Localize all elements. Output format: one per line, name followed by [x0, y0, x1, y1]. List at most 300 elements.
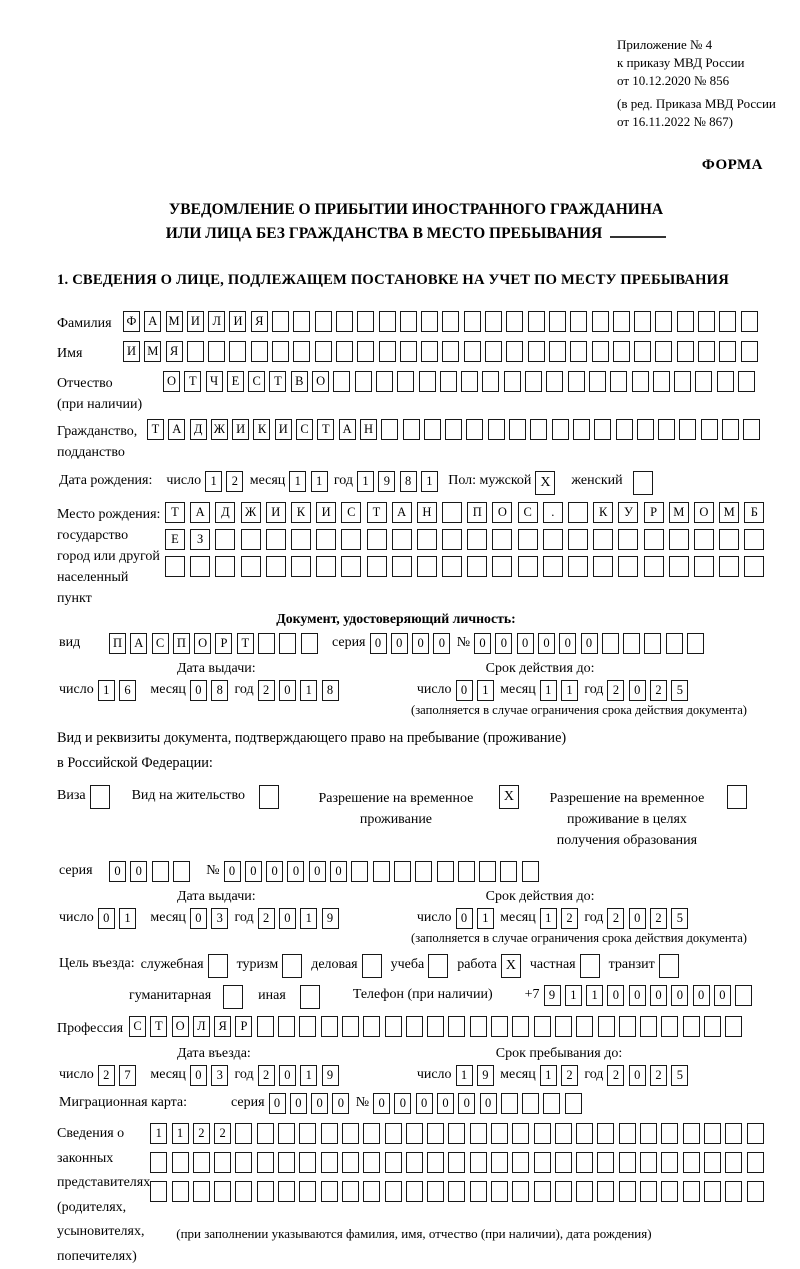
entry-year-cells[interactable]: [258, 1065, 343, 1086]
phone-cell[interactable]: 0: [671, 985, 688, 1006]
profession-cell[interactable]: [278, 1016, 295, 1037]
representatives-cell[interactable]: [235, 1123, 252, 1144]
representatives-cell[interactable]: [470, 1123, 487, 1144]
purpose-study-checkbox[interactable]: [428, 954, 448, 978]
purpose-work-box[interactable]: X: [501, 954, 521, 978]
representatives-cell[interactable]: [704, 1123, 721, 1144]
profession-cell[interactable]: [576, 1016, 593, 1037]
patronymic-cell[interactable]: [333, 371, 350, 392]
representatives-cell[interactable]: [257, 1123, 274, 1144]
representatives-cell[interactable]: [448, 1181, 465, 1202]
phone-cell[interactable]: 0: [607, 985, 624, 1006]
stay-series-cells[interactable]: [109, 861, 194, 882]
doc-number-cell[interactable]: 0: [517, 633, 534, 654]
birthplace-cells-1[interactable]: [165, 502, 770, 523]
surname-cell[interactable]: [719, 311, 736, 332]
birthplace-cell[interactable]: [744, 556, 764, 577]
doc-kind-cell[interactable]: Т: [237, 633, 254, 654]
citizenship-cell[interactable]: С: [296, 419, 313, 440]
citizenship-cell[interactable]: Т: [147, 419, 164, 440]
representatives-cell[interactable]: [406, 1181, 423, 1202]
birthplace-cell[interactable]: [568, 556, 588, 577]
birthplace-cell[interactable]: Р: [644, 502, 664, 523]
doc-issue-month-cell[interactable]: 8: [211, 680, 228, 701]
birthplace-cell[interactable]: М: [669, 502, 689, 523]
surname-cell[interactable]: Я: [251, 311, 268, 332]
doc-valid-year-cell[interactable]: 2: [650, 680, 667, 701]
stay-number-cell[interactable]: 0: [224, 861, 241, 882]
migration-number-cell[interactable]: 0: [437, 1093, 454, 1114]
surname-cell[interactable]: [379, 311, 396, 332]
profession-cell[interactable]: [640, 1016, 657, 1037]
migration-series-cell[interactable]: 0: [332, 1093, 349, 1114]
stay-series-cell[interactable]: [152, 861, 169, 882]
representatives-cell[interactable]: [512, 1123, 529, 1144]
representatives-cell[interactable]: 2: [214, 1123, 231, 1144]
purpose-study-box[interactable]: [428, 954, 448, 978]
surname-cell[interactable]: [677, 311, 694, 332]
birthplace-cell[interactable]: К: [593, 502, 613, 523]
patronymic-cell[interactable]: Т: [184, 371, 201, 392]
citizenship-cell[interactable]: [679, 419, 696, 440]
stay-issue-year-cell[interactable]: 0: [279, 908, 296, 929]
surname-cell[interactable]: [293, 311, 310, 332]
birthplace-cell[interactable]: [618, 556, 638, 577]
doc-series-cell[interactable]: 0: [412, 633, 429, 654]
citizenship-cell[interactable]: Т: [317, 419, 334, 440]
stay-valid-day-cell[interactable]: 1: [477, 908, 494, 929]
patronymic-cell[interactable]: [610, 371, 627, 392]
representatives-cell[interactable]: [747, 1123, 764, 1144]
givenname-cell[interactable]: [379, 341, 396, 362]
representatives-cell[interactable]: 1: [172, 1123, 189, 1144]
doc-series-cell[interactable]: 0: [391, 633, 408, 654]
birthplace-cell[interactable]: Н: [417, 502, 437, 523]
givenname-cell[interactable]: [592, 341, 609, 362]
profession-cell[interactable]: [598, 1016, 615, 1037]
stay-until-year-cells[interactable]: [607, 1065, 692, 1086]
representatives-cell[interactable]: [661, 1181, 678, 1202]
stay-issue-year-cell[interactable]: 2: [258, 908, 275, 929]
stay-number-cell[interactable]: 0: [330, 861, 347, 882]
entry-day-cells[interactable]: [98, 1065, 141, 1086]
representatives-cell[interactable]: [299, 1123, 316, 1144]
profession-cell[interactable]: Т: [150, 1016, 167, 1037]
surname-cell[interactable]: [464, 311, 481, 332]
purpose-official-checkbox[interactable]: [208, 954, 228, 978]
doc-valid-day-cells[interactable]: [456, 680, 499, 701]
sex-male-box[interactable]: X: [535, 471, 555, 495]
temp-residence-box[interactable]: X: [499, 785, 519, 809]
patronymic-cell[interactable]: О: [163, 371, 180, 392]
doc-kind-cell[interactable]: П: [173, 633, 190, 654]
migration-number-cell[interactable]: [543, 1093, 560, 1114]
givenname-cell[interactable]: [741, 341, 758, 362]
birthplace-cell[interactable]: [467, 556, 487, 577]
birthplace-cell[interactable]: [543, 556, 563, 577]
citizenship-cell[interactable]: К: [253, 419, 270, 440]
patronymic-cells[interactable]: [163, 371, 759, 392]
entry-year-cell[interactable]: 2: [258, 1065, 275, 1086]
representatives-cell[interactable]: [661, 1123, 678, 1144]
phone-cell[interactable]: [735, 985, 752, 1006]
birthplace-cell[interactable]: П: [467, 502, 487, 523]
patronymic-cell[interactable]: [461, 371, 478, 392]
migration-number-cell[interactable]: [501, 1093, 518, 1114]
citizenship-cell[interactable]: А: [168, 419, 185, 440]
stay-issue-day-cell[interactable]: 0: [98, 908, 115, 929]
profession-cell[interactable]: [725, 1016, 742, 1037]
profession-cell[interactable]: [406, 1016, 423, 1037]
representatives-cell[interactable]: [278, 1123, 295, 1144]
doc-number-cell[interactable]: [687, 633, 704, 654]
representatives-cells-1[interactable]: [150, 1123, 768, 1144]
birthplace-cell[interactable]: [442, 556, 462, 577]
profession-cell[interactable]: [491, 1016, 508, 1037]
representatives-cell[interactable]: [406, 1123, 423, 1144]
citizenship-cell[interactable]: [658, 419, 675, 440]
representatives-cell[interactable]: [470, 1181, 487, 1202]
birth-year-cell[interactable]: 1: [357, 471, 374, 492]
representatives-cell[interactable]: 2: [193, 1123, 210, 1144]
birthplace-cell[interactable]: М: [719, 502, 739, 523]
birth-year-cell[interactable]: 9: [378, 471, 395, 492]
citizenship-cell[interactable]: [445, 419, 462, 440]
birthplace-cell[interactable]: [190, 556, 210, 577]
purpose-business-box[interactable]: [362, 954, 382, 978]
givenname-cells[interactable]: [123, 341, 762, 362]
birthplace-cell[interactable]: [316, 529, 336, 550]
givenname-cell[interactable]: [506, 341, 523, 362]
migration-number-cell[interactable]: 0: [458, 1093, 475, 1114]
representatives-cell[interactable]: [214, 1181, 231, 1202]
birthplace-cell[interactable]: [241, 556, 261, 577]
surname-cell[interactable]: Л: [208, 311, 225, 332]
representatives-cell[interactable]: [576, 1181, 593, 1202]
stay-until-year-cell[interactable]: 2: [607, 1065, 624, 1086]
birthplace-cell[interactable]: [266, 556, 286, 577]
citizenship-cell[interactable]: [509, 419, 526, 440]
birthplace-cell[interactable]: [492, 556, 512, 577]
profession-cell[interactable]: [385, 1016, 402, 1037]
birthplace-cell[interactable]: [694, 556, 714, 577]
citizenship-cell[interactable]: [573, 419, 590, 440]
birth-day-cells[interactable]: [205, 471, 248, 492]
phone-cell[interactable]: 9: [544, 985, 561, 1006]
patronymic-cell[interactable]: О: [312, 371, 329, 392]
patronymic-cell[interactable]: [525, 371, 542, 392]
patronymic-cell[interactable]: [717, 371, 734, 392]
representatives-cell[interactable]: [640, 1123, 657, 1144]
representatives-cell[interactable]: [555, 1181, 572, 1202]
representatives-cell[interactable]: [363, 1123, 380, 1144]
doc-kind-cell[interactable]: [258, 633, 275, 654]
entry-year-cell[interactable]: 9: [322, 1065, 339, 1086]
givenname-cell[interactable]: [464, 341, 481, 362]
givenname-cell[interactable]: Я: [166, 341, 183, 362]
citizenship-cell[interactable]: [722, 419, 739, 440]
representatives-cell[interactable]: [385, 1123, 402, 1144]
representatives-cell[interactable]: [640, 1181, 657, 1202]
givenname-cell[interactable]: [336, 341, 353, 362]
stay-number-cell[interactable]: [458, 861, 475, 882]
profession-cell[interactable]: [619, 1016, 636, 1037]
birthplace-cell[interactable]: И: [266, 502, 286, 523]
patronymic-cell[interactable]: [632, 371, 649, 392]
purpose-private-box[interactable]: [580, 954, 600, 978]
doc-number-cell[interactable]: [623, 633, 640, 654]
surname-cell[interactable]: [570, 311, 587, 332]
doc-valid-year-cells[interactable]: [607, 680, 692, 701]
birth-day-cell[interactable]: 2: [226, 471, 243, 492]
surname-cell[interactable]: [400, 311, 417, 332]
birthplace-cell[interactable]: [744, 529, 764, 550]
representatives-cell[interactable]: [619, 1123, 636, 1144]
citizenship-cell[interactable]: [381, 419, 398, 440]
representatives-cell[interactable]: [683, 1123, 700, 1144]
representatives-cell[interactable]: [321, 1181, 338, 1202]
representatives-cell[interactable]: [619, 1181, 636, 1202]
birth-month-cell[interactable]: 1: [311, 471, 328, 492]
doc-kind-cell[interactable]: Р: [215, 633, 232, 654]
patronymic-cell[interactable]: [504, 371, 521, 392]
citizenship-cell[interactable]: [616, 419, 633, 440]
profession-cell[interactable]: [427, 1016, 444, 1037]
profession-cell[interactable]: [257, 1016, 274, 1037]
doc-kind-cell[interactable]: П: [109, 633, 126, 654]
representatives-cell[interactable]: [597, 1123, 614, 1144]
sex-female-box[interactable]: [633, 471, 653, 495]
doc-valid-year-cell[interactable]: 5: [671, 680, 688, 701]
surname-cell[interactable]: [506, 311, 523, 332]
birthplace-cell[interactable]: [367, 556, 387, 577]
birthplace-cell[interactable]: [417, 529, 437, 550]
patronymic-cell[interactable]: Ч: [206, 371, 223, 392]
patronymic-cell[interactable]: [738, 371, 755, 392]
citizenship-cell[interactable]: Д: [190, 419, 207, 440]
representatives-cell[interactable]: [683, 1181, 700, 1202]
stay-valid-year-cell[interactable]: 2: [607, 908, 624, 929]
doc-valid-year-cell[interactable]: 2: [607, 680, 624, 701]
birthplace-cell[interactable]: [467, 529, 487, 550]
birthplace-cell[interactable]: [644, 529, 664, 550]
profession-cell[interactable]: [448, 1016, 465, 1037]
birthplace-cell[interactable]: [165, 556, 185, 577]
representatives-cell[interactable]: [576, 1123, 593, 1144]
patronymic-cell[interactable]: [674, 371, 691, 392]
surname-cell[interactable]: И: [187, 311, 204, 332]
givenname-cell[interactable]: [251, 341, 268, 362]
birthplace-cell[interactable]: [291, 556, 311, 577]
citizenship-cell[interactable]: И: [275, 419, 292, 440]
birth-year-cell[interactable]: 8: [400, 471, 417, 492]
surname-cell[interactable]: [315, 311, 332, 332]
doc-number-cell[interactable]: 0: [474, 633, 491, 654]
surname-cells[interactable]: [123, 311, 762, 332]
purpose-humanitarian-box[interactable]: [223, 985, 243, 1009]
surname-cell[interactable]: [592, 311, 609, 332]
givenname-cell[interactable]: [442, 341, 459, 362]
birthplace-cell[interactable]: [543, 529, 563, 550]
visa-checkbox[interactable]: [90, 785, 110, 809]
birthplace-cell[interactable]: Е: [165, 529, 185, 550]
citizenship-cell[interactable]: [488, 419, 505, 440]
migration-series-cells[interactable]: [269, 1093, 354, 1114]
patronymic-cell[interactable]: [482, 371, 499, 392]
birthplace-cell[interactable]: [341, 556, 361, 577]
stay-number-cell[interactable]: 0: [266, 861, 283, 882]
profession-cell[interactable]: [363, 1016, 380, 1037]
stay-until-year-cell[interactable]: 0: [629, 1065, 646, 1086]
representatives-cell[interactable]: [534, 1123, 551, 1144]
representatives-cell[interactable]: [555, 1123, 572, 1144]
doc-valid-month-cells[interactable]: [540, 680, 583, 701]
phone-cell[interactable]: 0: [629, 985, 646, 1006]
profession-cell[interactable]: [342, 1016, 359, 1037]
surname-cell[interactable]: [549, 311, 566, 332]
doc-valid-year-cell[interactable]: 0: [629, 680, 646, 701]
birthplace-cell[interactable]: [593, 529, 613, 550]
givenname-cell[interactable]: [570, 341, 587, 362]
profession-cell[interactable]: [555, 1016, 572, 1037]
stay-valid-day-cell[interactable]: 0: [456, 908, 473, 929]
representatives-cell[interactable]: 1: [150, 1123, 167, 1144]
representatives-cell[interactable]: [299, 1181, 316, 1202]
birthplace-cell[interactable]: [291, 529, 311, 550]
migration-number-cell[interactable]: 0: [373, 1093, 390, 1114]
birthplace-cell[interactable]: З: [190, 529, 210, 550]
birthplace-cell[interactable]: Т: [367, 502, 387, 523]
migration-number-cell[interactable]: 0: [480, 1093, 497, 1114]
givenname-cell[interactable]: [229, 341, 246, 362]
stay-valid-year-cell[interactable]: 5: [671, 908, 688, 929]
representatives-cell[interactable]: [512, 1181, 529, 1202]
profession-cell[interactable]: С: [129, 1016, 146, 1037]
givenname-cell[interactable]: [187, 341, 204, 362]
purpose-transit-box[interactable]: [659, 954, 679, 978]
citizenship-cell[interactable]: Н: [360, 419, 377, 440]
givenname-cell[interactable]: М: [144, 341, 161, 362]
stay-valid-day-cells[interactable]: [456, 908, 499, 929]
givenname-cell[interactable]: [315, 341, 332, 362]
birthplace-cells-2[interactable]: [165, 529, 770, 550]
givenname-cell[interactable]: [485, 341, 502, 362]
representatives-cell[interactable]: [597, 1181, 614, 1202]
givenname-cell[interactable]: [719, 341, 736, 362]
residence-permit-checkbox[interactable]: [259, 785, 279, 809]
surname-cell[interactable]: [336, 311, 353, 332]
surname-cell[interactable]: [442, 311, 459, 332]
stay-number-cell[interactable]: [479, 861, 496, 882]
stay-number-cell[interactable]: [522, 861, 539, 882]
representatives-cell[interactable]: [150, 1181, 167, 1202]
citizenship-cells[interactable]: [147, 419, 765, 440]
doc-number-cell[interactable]: [602, 633, 619, 654]
representatives-cell[interactable]: [534, 1181, 551, 1202]
patronymic-cell[interactable]: [546, 371, 563, 392]
stay-series-cell[interactable]: [173, 861, 190, 882]
givenname-cell[interactable]: [655, 341, 672, 362]
patronymic-cell[interactable]: [355, 371, 372, 392]
profession-cell[interactable]: [512, 1016, 529, 1037]
birthplace-cell[interactable]: [215, 529, 235, 550]
representatives-cell[interactable]: [172, 1181, 189, 1202]
birthplace-cell[interactable]: .: [543, 502, 563, 523]
birthplace-cell[interactable]: [669, 529, 689, 550]
givenname-cell[interactable]: [677, 341, 694, 362]
doc-series-cell[interactable]: 0: [433, 633, 450, 654]
citizenship-cell[interactable]: [424, 419, 441, 440]
representatives-cell[interactable]: [747, 1181, 764, 1202]
patronymic-cell[interactable]: В: [291, 371, 308, 392]
stay-issue-day-cell[interactable]: 1: [119, 908, 136, 929]
purpose-tourism-checkbox[interactable]: [282, 954, 302, 978]
stay-issue-day-cells[interactable]: [98, 908, 141, 929]
doc-issue-day-cells[interactable]: [98, 680, 141, 701]
representatives-cell[interactable]: [491, 1181, 508, 1202]
surname-cell[interactable]: [357, 311, 374, 332]
purpose-work-checkbox[interactable]: [501, 954, 521, 978]
profession-cells[interactable]: [129, 1016, 747, 1037]
citizenship-cell[interactable]: [743, 419, 760, 440]
birthplace-cell[interactable]: [518, 556, 538, 577]
representatives-cell[interactable]: [725, 1181, 742, 1202]
birthplace-cell[interactable]: У: [618, 502, 638, 523]
representatives-cell[interactable]: [278, 1181, 295, 1202]
surname-cell[interactable]: [485, 311, 502, 332]
givenname-cell[interactable]: [421, 341, 438, 362]
doc-kind-cell[interactable]: [279, 633, 296, 654]
phone-cell[interactable]: 0: [650, 985, 667, 1006]
representatives-cell[interactable]: [321, 1123, 338, 1144]
representatives-cell[interactable]: [235, 1181, 252, 1202]
givenname-cell[interactable]: [272, 341, 289, 362]
surname-cell[interactable]: Ф: [123, 311, 140, 332]
doc-kind-cell[interactable]: А: [130, 633, 147, 654]
profession-cell[interactable]: [661, 1016, 678, 1037]
birth-day-cell[interactable]: 1: [205, 471, 222, 492]
birthplace-cell[interactable]: Б: [744, 502, 764, 523]
birthplace-cell[interactable]: О: [492, 502, 512, 523]
doc-series-cells[interactable]: [370, 633, 455, 654]
profession-cell[interactable]: [321, 1016, 338, 1037]
doc-issue-year-cell[interactable]: 2: [258, 680, 275, 701]
migration-series-cell[interactable]: 0: [290, 1093, 307, 1114]
givenname-cell[interactable]: [549, 341, 566, 362]
profession-cell[interactable]: Я: [214, 1016, 231, 1037]
profession-cell[interactable]: Л: [193, 1016, 210, 1037]
stay-number-cell[interactable]: [437, 861, 454, 882]
citizenship-cell[interactable]: [552, 419, 569, 440]
birthplace-cell[interactable]: [618, 529, 638, 550]
doc-number-cell[interactable]: [644, 633, 661, 654]
representatives-cell[interactable]: [363, 1181, 380, 1202]
doc-valid-day-cell[interactable]: 0: [456, 680, 473, 701]
stay-issue-year-cell[interactable]: 9: [322, 908, 339, 929]
birthplace-cell[interactable]: [719, 529, 739, 550]
doc-issue-day-cell[interactable]: 1: [98, 680, 115, 701]
profession-cell[interactable]: [704, 1016, 721, 1037]
migration-number-cell[interactable]: 0: [416, 1093, 433, 1114]
representatives-cell[interactable]: [725, 1123, 742, 1144]
birthplace-cell[interactable]: [392, 529, 412, 550]
representatives-cell[interactable]: [448, 1123, 465, 1144]
entry-month-cell[interactable]: 0: [190, 1065, 207, 1086]
givenname-cell[interactable]: [698, 341, 715, 362]
stay-issue-year-cells[interactable]: [258, 908, 343, 929]
birthplace-cell[interactable]: [719, 556, 739, 577]
surname-cell[interactable]: М: [166, 311, 183, 332]
